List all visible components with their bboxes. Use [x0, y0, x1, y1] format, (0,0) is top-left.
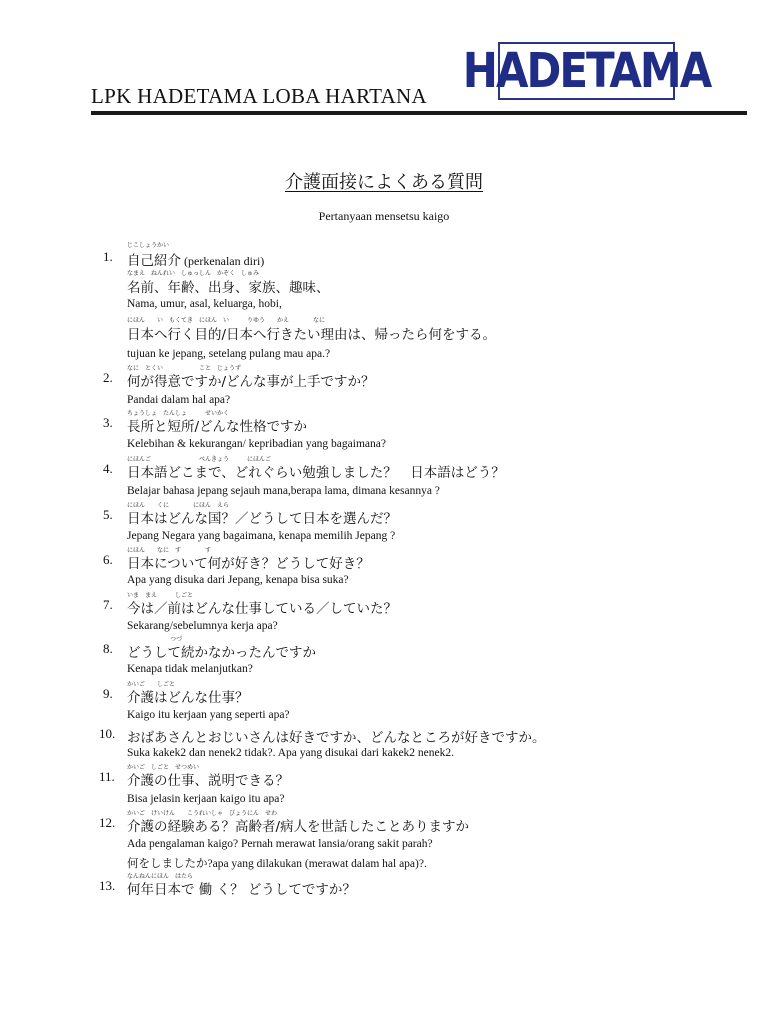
question-number: 9.: [103, 686, 113, 701]
question-indonesian: Sekarang/sebelumnya kerja apa?: [127, 620, 278, 632]
furigana: なに とくい こと じょうず: [127, 365, 242, 372]
question-indonesian: 何をしましたか?apa yang dilakukan (merawat dalam hal apa)?.: [127, 858, 427, 870]
question-indonesian: Kelebihan & kekurangan/ kepribadian yang bagaimana?: [127, 438, 386, 450]
question-number: 5.: [103, 507, 113, 522]
organization-name: LPK HADETAMA LOBA HARTANA: [91, 84, 427, 108]
question-number: 6.: [103, 552, 113, 567]
question-indonesian: Bisa jelasin kerjaan kaigo itu apa?: [127, 793, 285, 805]
hadetama-logo: [462, 42, 711, 100]
furigana: つづ: [170, 636, 183, 643]
question-indonesian: Apa yang disuka dari Jepang, kenapa bisa suka?: [127, 574, 349, 586]
furigana: にほんご べんきょう にほんご: [127, 456, 272, 463]
question-japanese: 日本へ行く目的/日本へ行きたい理由は、帰ったら何をする。: [127, 327, 497, 343]
question-japanese: 日本はどんな国？／どうして日本を選んだ？: [127, 511, 397, 527]
question-indonesian: Suka kakek2 dan nenek2 tidak?. Apa yang disukai dari kakek2 nenek2.: [127, 747, 455, 759]
furigana: なまえ ねんれい しゅっしん かぞく しゅみ: [127, 270, 260, 277]
question-indonesian: Jepang Negara yang bagaimana, kenapa memilih Jepang ?: [127, 530, 396, 542]
question-indonesian: Ada pengalaman kaigo? Pernah merawat lansia/orang sakit parah?: [127, 838, 433, 850]
question-japanese: おばあさんとおじいさんは好きですか、どんなところが好きですか。: [127, 730, 546, 746]
question-japanese: 介護はどんな仕事？: [127, 690, 249, 706]
question-indonesian: tujuan ke jepang, setelang pulang mau apa.?: [127, 348, 331, 360]
question-note: (perkenalan diri): [181, 254, 265, 268]
question-japanese: 日本について何が好き？どうして好き？: [127, 556, 370, 572]
furigana: にほん なに す す: [127, 547, 212, 554]
question-japanese: 日本語どこまで、どれぐらい勉強しました？ 日本語はどう？: [127, 465, 505, 481]
question-japanese: 今は／前はどんな仕事している／していた？: [127, 601, 397, 617]
document-title: 介護面接によくある質問: [285, 172, 483, 193]
furigana: ちょうしょ たんしょ せいかく: [127, 410, 230, 417]
furigana: じこしょうかい: [127, 242, 170, 249]
question-japanese: 名前、年齢、出身、家族、趣味、: [127, 280, 330, 296]
question-japanese: 何が得意ですか/どんな事が上手ですか？: [127, 374, 375, 390]
question-indonesian: Pandai dalam hal apa?: [127, 394, 231, 406]
question-indonesian: Kaigo itu kerjaan yang seperti apa?: [127, 709, 290, 721]
question-number: 10.: [99, 726, 116, 741]
furigana: にほん い もくてき にほん い りゆう かえ なに: [127, 317, 326, 324]
logo-wordmark: HADETAMA: [462, 42, 711, 99]
question-number: 1.: [103, 249, 113, 264]
question-number: 8.: [103, 641, 113, 656]
question-number: 2.: [103, 370, 113, 385]
question-indonesian: Belajar bahasa jepang sejauh mana,berapa lama, dimana kesannya ?: [127, 485, 440, 497]
question-number: 12.: [99, 815, 116, 830]
question-japanese: 介護の経験ある？高齢者/病人を世話したことありますか: [127, 819, 470, 835]
question-number: 3.: [103, 415, 113, 430]
header-divider: [91, 111, 747, 115]
question-japanese: どうして続かなかったんですか: [127, 645, 316, 661]
question-number: 11.: [99, 769, 115, 784]
furigana: なんねんにほん はたら: [127, 873, 194, 880]
question-number: 13.: [99, 878, 116, 893]
furigana: かいご けいけん こうれいしゃ びょうにん せわ: [127, 810, 278, 817]
question-japanese: 介護の仕事、説明できる？: [127, 773, 289, 789]
question-japanese: 長所と短所/どんな性格ですか: [127, 419, 308, 435]
question-indonesian: Nama, umur, asal, keluarga, hobi,: [127, 298, 282, 310]
question-japanese: 自己紹介 (perkenalan diri): [127, 253, 265, 269]
question-number: 7.: [103, 597, 113, 612]
furigana: にほん くに にほん えら: [127, 502, 230, 509]
question-indonesian: Kenapa tidak melanjutkan?: [127, 663, 253, 675]
furigana: かいご しごと せつめい: [127, 764, 200, 771]
question-japanese: 何年日本で 働 く？ どうしてですか？: [127, 882, 356, 898]
question-number: 4.: [103, 461, 113, 476]
furigana: かいご しごと: [127, 681, 176, 688]
furigana: いま まえ しごと: [127, 592, 194, 599]
document-subtitle: Pertanyaan mensetsu kaigo: [318, 209, 450, 223]
